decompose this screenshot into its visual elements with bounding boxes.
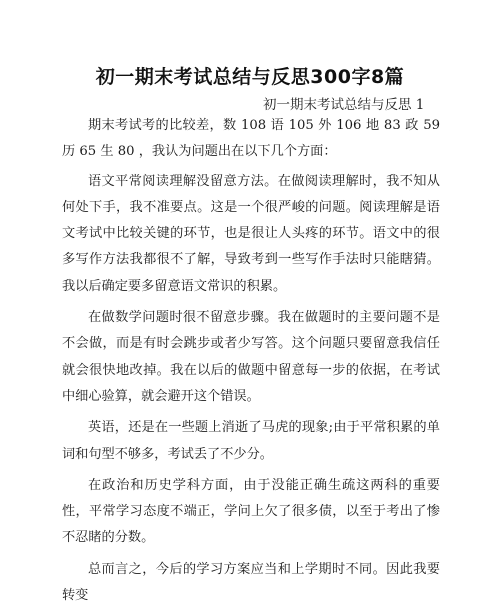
- paragraph-summary: 总而言之，今后的学习方案应当和上学期时不同。因此我要转变: [62, 561, 440, 604]
- paragraph-scores: 期末考试考的比较差，数 108 语 105 外 106 地 83 政 59 历 65 生 80 ，我认为问题出在以下几个方面：: [62, 118, 440, 160]
- paragraph-politics-history: 在政治和历史学科方面，由于没能正确生疏这两科的重要性，平常学习态度不端正，学问上欠了很多债，以至于考出了惨不忍睹的分数。: [62, 477, 440, 546]
- document-body: [62, 113, 440, 614]
- paragraph-english: 英语，还是在一些题上消逝了马虎的现象;由于平常积累的单词和句型不够多，考试丢了不少分。: [62, 420, 440, 462]
- document-subtitle: 初一期末考试总结与反思 1: [263, 97, 425, 113]
- document-title: 初一期末考试总结与反思300字8篇: [95, 66, 405, 88]
- paragraph-math: 在做数学问题时很不留意步骤。我在做题时的主要问题不是不会做，而是有时会跳步或者少写答。这个问题只要留意我信任就会很快地改掉。我在以后的做题中留意每一步的依据，在考试中细心验算，就会避开这个错误。: [62, 310, 440, 404]
- paragraph-chinese: 语文平常阅读理解没留意方法。在做阅读理解时，我不知从何处下手，我不准要点。这是一个很严峻的问题。阅读理解是语文考试中比较关键的环节，也是很让人头疼的环节。语文中的很多写作方法我都很不了解，导致考到一些写作手法时只能瞎猜。我以后确定要多留意语文常识的积累。: [62, 173, 440, 294]
